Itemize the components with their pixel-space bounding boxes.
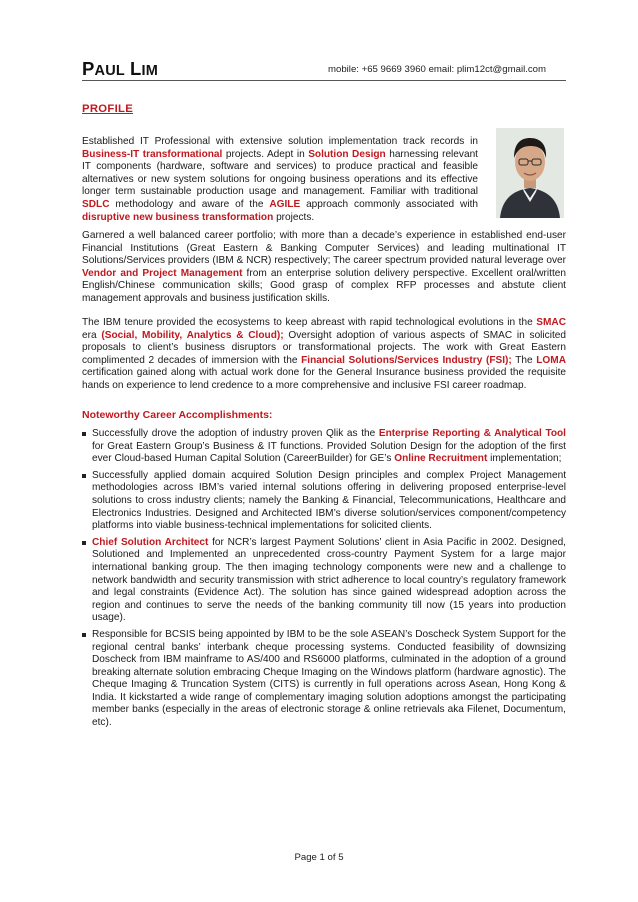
name-last-rest: IM (141, 63, 159, 79)
page-footer: Page 1 of 5 (294, 852, 344, 863)
highlighted-term: disruptive new business transformation (82, 211, 274, 223)
profile-paragraph-2: Garnered a well balanced career portfolio; with more than a decade’s experience in established end-user Financial Institutions (Great Eastern & Banking Computer Services) and leading multinational IT Solutions/Services providers (IBM & NCR) respectively; The career spectrum provided natural leverage over Vendor and Project Management from an enterprise solution delivery perspective. Excellent oral/written English/Chinese communication skills; Good grasp of complex RFP processes and abstute client management approvals and business justification skills. (82, 230, 566, 304)
highlighted-term: Business-IT transformational (82, 148, 223, 160)
candidate-name (82, 58, 158, 80)
highlighted-term: Online Recruitment (394, 453, 488, 465)
highlighted-term: Solution Design (308, 148, 386, 160)
resume-header (82, 58, 566, 81)
highlighted-term: SDLC (82, 198, 110, 210)
highlighted-term: (Social, Mobility, Analytics & Cloud); (101, 329, 284, 341)
highlighted-term: SMAC (536, 317, 566, 328)
accomplishments-title: Noteworthy Career Accomplishments: (82, 409, 273, 421)
name-first-rest: AUL (94, 63, 125, 79)
accomplishment-item: Chief Solution Architect for NCR’s largest Payment Solutions’ client in Asia Pacific in 2002. Designed, Solutioned and Implemented an unprecedented cross-country Payment System for a large major international banking group. The then imaging technology components were new and a challenge to network bandwidth and security transmission with strict adherence to local country’s regulatory framework and legal constraints (Evidence Act). The solution has since gained widespread adoption across the region and continues to serve the needs of the banking community till now (15 years into production usage). (82, 537, 566, 625)
highlighted-term: Vendor and Project Management (82, 267, 243, 279)
profile-paragraph-3: The IBM tenure provided the ecosystems to keep abreast with rapid technological evolutions in the SMAC era (Social, Mobility, Analytics & Cloud); Oversight adoption of various aspects of SMAC in solicited proposals to client’s business disruptors or transformational projects. The work with Great Eastern complimented 2 decades of immersion with the Financial Solutions/Services Industry (FSI); The LOMA certification gained along with actual work done for the General Insurance business provided the requisite hands on experience to lend credence to a more comprehensive and inclusive FSI career roadmap. (82, 317, 566, 391)
highlighted-term: AGILE (269, 198, 301, 210)
highlighted-term: Enterprise Reporting & Analytical Tool (378, 428, 566, 439)
accomplishment-item: Successfully drove the adoption of industry proven Qlik as the Enterprise Reporting & Analytical Tool for Great Eastern Group’s Business & IT functions. Provided Solution Design for the adoption of the first ever Cloud-based Human Capital Solution (CareerBuilder) for GE’s Online Recruitment implementation; (82, 428, 566, 466)
portrait-image (496, 128, 564, 218)
profile-paragraph-1: Established IT Professional with extensive solution implementation track records in Business-IT transformational projects. Adept in Solution Design harnessing relevant IT components (hardware, software and services) to produce practical and feasible alternatives or new system solutions for ongoing business operations and its effective longer term sustainable production usage and management. Familiar with traditional SDLC methodology and aware of the AGILE approach commonly associated with disruptive new business transformation projects. (82, 136, 478, 223)
highlighted-term: Chief Solution Architect (92, 536, 209, 548)
name-last-initial: L (130, 58, 142, 79)
accomplishment-item: Successfully applied domain acquired Solution Design principles and complex Project Management methodologies across IBM’s varied internal solutions offering in delivering proposed enterprise-level solutions to cross industry clients; namely the Banking & Financial, Telecommunications, Healthcare and Electronics Industries. Designed and Architected IBM’s diverse solution/services component/competency platforms into viable business-technical implementations for solicited clients. (82, 470, 566, 533)
highlighted-term: Financial Solutions/Services Industry (FSI); (301, 354, 512, 366)
highlighted-term: LOMA (536, 354, 566, 366)
accomplishment-item: Responsible for BCSIS being appointed by IBM to be the sole ASEAN’s Doscheck System Support for the regional central banks’ interbank cheque processing systems. Conducted feasibility of downsizing Doscheck from IBM mainframe to AS/400 and RS6000 platforms, culminated in the adoption of a ground breaking alternate solution embracing Cheque Imaging on the Windows platform (hardware agnostic). The Cheque Imaging & Truncation System (CITS) is currently in full operations across Asean, Hong Kong & India. It kickstarted a wide range of complementary imaging solution adoptions amongst the participating member banks (especially in the areas of electronic storage & online retrievals aka Filenet, Documentum, etc). (82, 629, 566, 730)
contact-info: mobile: +65 9669 3960 email: plim12ct@gmail.com (328, 64, 546, 75)
profile-section-title: PROFILE (82, 103, 134, 115)
name-first-initial: P (82, 58, 95, 79)
accomplishments-list (82, 428, 566, 734)
profile-photo (496, 128, 564, 218)
